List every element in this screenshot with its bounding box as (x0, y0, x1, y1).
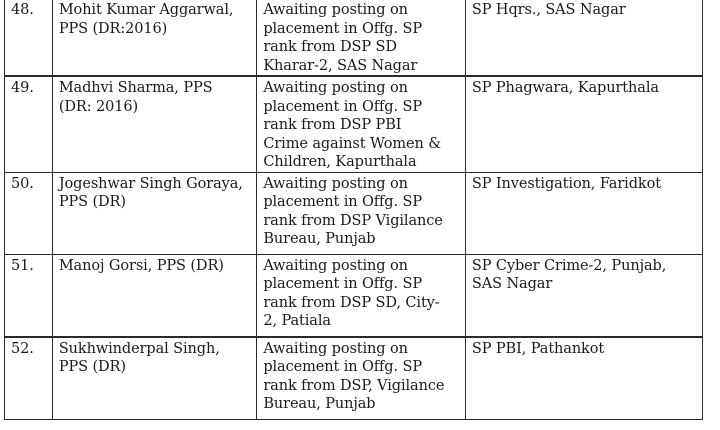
table-row (5, 76, 703, 172)
posted-as: SP Phagwara, Kapurthala (465, 76, 702, 172)
table-row (5, 172, 703, 254)
serial-number: 48. (5, 0, 53, 76)
table-row (5, 337, 703, 420)
serial-number: 52. (5, 337, 53, 420)
serial-number: 51. (5, 254, 53, 337)
officer-name: Mohit Kumar Aggarwal, PPS (DR:2016) (52, 0, 257, 76)
posting-table (4, 0, 703, 420)
officer-name: Manoj Gorsi, PPS (DR) (52, 254, 257, 337)
officer-name: Sukhwinderpal Singh, PPS (DR) (52, 337, 257, 420)
table-row (5, 254, 703, 337)
present-posting: Awaiting posting on placement in Offg. SP rank from DSP, Vigilance Bureau, Punjab (257, 337, 466, 420)
present-posting: Awaiting posting on placement in Offg. SP rank from DSP SD, City- 2, Patiala (257, 254, 466, 337)
serial-number: 50. (5, 172, 53, 254)
posted-as: SP Hqrs., SAS Nagar (465, 0, 702, 76)
serial-number: 49. (5, 76, 53, 172)
present-posting: Awaiting posting on placement in Offg. SP rank from DSP Vigilance Bureau, Punjab (257, 172, 466, 254)
posted-as: SP Cyber Crime-2, Punjab, SAS Nagar (465, 254, 702, 337)
officer-name: Madhvi Sharma, PPS (DR: 2016) (52, 76, 257, 172)
officer-name: Jogeshwar Singh Goraya, PPS (DR) (52, 172, 257, 254)
posted-as: SP Investigation, Faridkot (465, 172, 702, 254)
table-row (5, 0, 703, 76)
present-posting: Awaiting posting on placement in Offg. SP rank from DSP SD Kharar-2, SAS Nagar (257, 0, 466, 76)
present-posting: Awaiting posting on placement in Offg. SP rank from DSP PBI Crime against Women & Children, Kapurthala (257, 76, 466, 172)
posted-as: SP PBI, Pathankot (465, 337, 702, 420)
